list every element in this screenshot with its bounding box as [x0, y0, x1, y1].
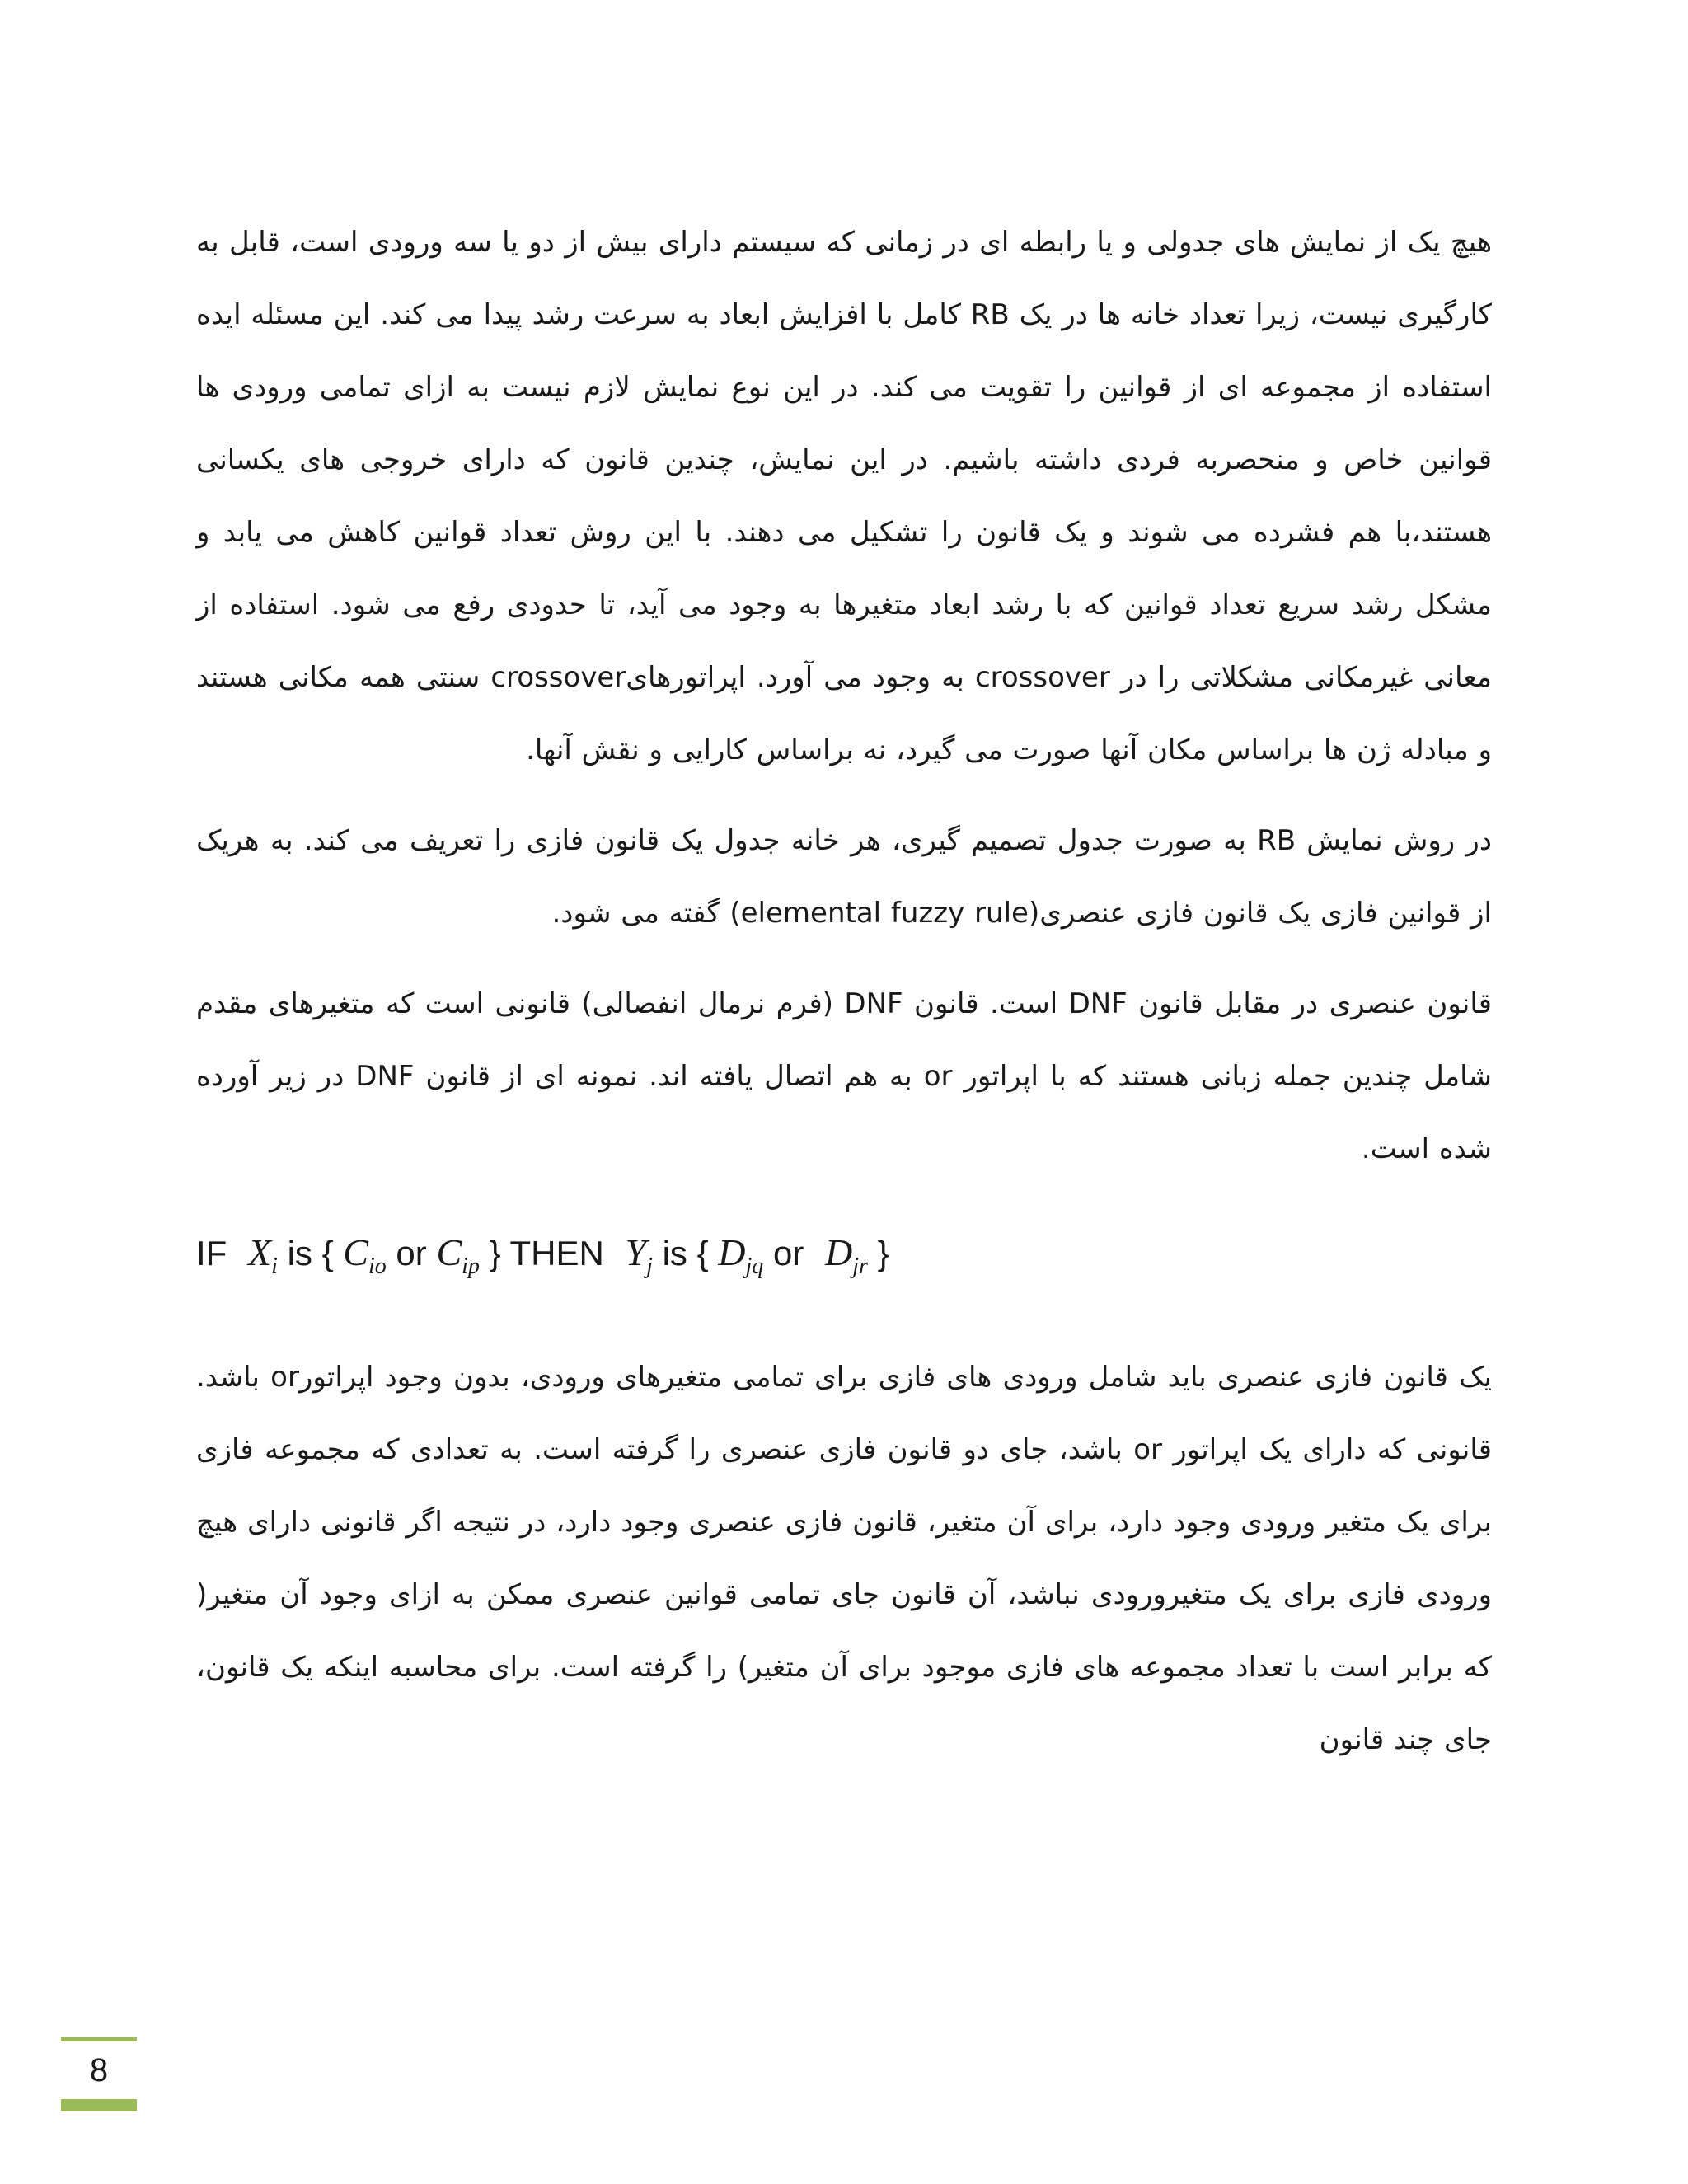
formula-or-1: or: [396, 1234, 427, 1272]
paragraph-representation: هیچ یک از نمایش های جدولی و یا رابطه ای در زمانی که سیستم دارای بیش از دو یا سه ورودی است، قابل به کارگیری نیست، زیرا تعداد خانه ها در یک RB کامل با افزایش ابعاد به سرعت رشد پیدا می کند. این مسئله ایده استفاده از مجموعه ای از قوانین را تقویت می کند. در این نوع نمایش لازم نیست به ازای تمامی ورودی ها قوانین خاص و منحصربه فردی داشته باشیم. در این نمایش، چندین قانون که دارای خروجی های یکسانی هستند،با هم فشرده می شوند و یک قانون را تشکیل می دهند. با این روش تعداد قوانین کاهش می یابد و مشکل رشد سریع تعداد قوانین که با رشد ابعاد متغیرها به وجود می آید، تا حدودی رفع می شود. استفاده از معانی غیرمکانی مشکلاتی را در crossover به وجود می آورد. اپراتورهایcrossover سنتی همه مکانی هستند و مبادله ژن ها براساس مکان آنها صورت می گیرد، نه براساس کارایی و نقش آنها.: [196, 226, 1492, 766]
formula-is-1: is {: [287, 1234, 334, 1272]
dnf-rule-formula: [196, 1228, 1492, 1291]
formula-close: }: [877, 1234, 889, 1272]
paragraph-elemental-rule: یک قانون فازی عنصری باید شامل ورودی های فازی برای تمامی متغیرهای ورودی، بدون وجود اپراتورor باشد. قانونی که دارای یک اپراتور or باشد، جای دو قانون فازی عنصری را گرفته است. به تعدادی که مجموعه فازی برای یک متغیر ورودی وجود دارد، برای آن متغیر، قانون فازی عنصری وجود دارد، در نتیجه اگر قانونی دارای هیچ ورودی فازی برای یک متغیرورودی نباشد، آن قانون جای تمامی قوانین عنصری ممکن به ازای وجود آن متغیر( که برابر است با تعداد مجموعه های فازی موجود برای آن متغیر) را گرفته است. برای محاسبه اینکه یک قانون، جای چند قانون: [196, 1361, 1492, 1756]
formula-c2-sub: ip: [462, 1254, 480, 1279]
formula-d2-var: D: [825, 1231, 853, 1273]
page-footer: [61, 2037, 137, 2111]
formula-is-2: is {: [662, 1234, 709, 1272]
formula-c2-var: C: [436, 1231, 462, 1273]
formula-y-sub: j: [646, 1254, 653, 1279]
paragraph-decision-table: در روش نمایش RB به صورت جدول تصمیم گیری، هر خانه جدول یک قانون فازی را تعریف می کند. به هریک از قوانین فازی یک قانون فازی عنصری(elemental fuzzy rule) گفته می شود.: [196, 824, 1492, 930]
formula-x-sub: i: [271, 1254, 278, 1279]
page-body: [196, 206, 1492, 1794]
formula-then: } THEN: [489, 1234, 604, 1272]
formula-or-2: or: [772, 1234, 804, 1272]
formula-d2-sub: jr: [852, 1254, 868, 1279]
formula-c1-sub: io: [368, 1254, 387, 1279]
formula-d1-sub: jq: [745, 1254, 764, 1279]
page-number: 8: [89, 2052, 109, 2088]
formula-c1-var: C: [343, 1231, 368, 1273]
paragraph-dnf-rule: قانون عنصری در مقابل قانون DNF است. قانون DNF (فرم نرمال انفصالی) قانونی است که متغیرهای مقدم شامل چندین جمله زبانی هستند که با اپراتور or به هم اتصال یافته اند. نمونه ای از قانون DNF در زیر آورده شده است.: [196, 987, 1492, 1165]
formula-x-var: X: [248, 1231, 272, 1273]
formula-d1-var: D: [718, 1231, 746, 1273]
footer-rule-bottom: [61, 2099, 137, 2111]
formula-y-var: Y: [625, 1231, 647, 1273]
formula-if: IF: [196, 1234, 227, 1272]
